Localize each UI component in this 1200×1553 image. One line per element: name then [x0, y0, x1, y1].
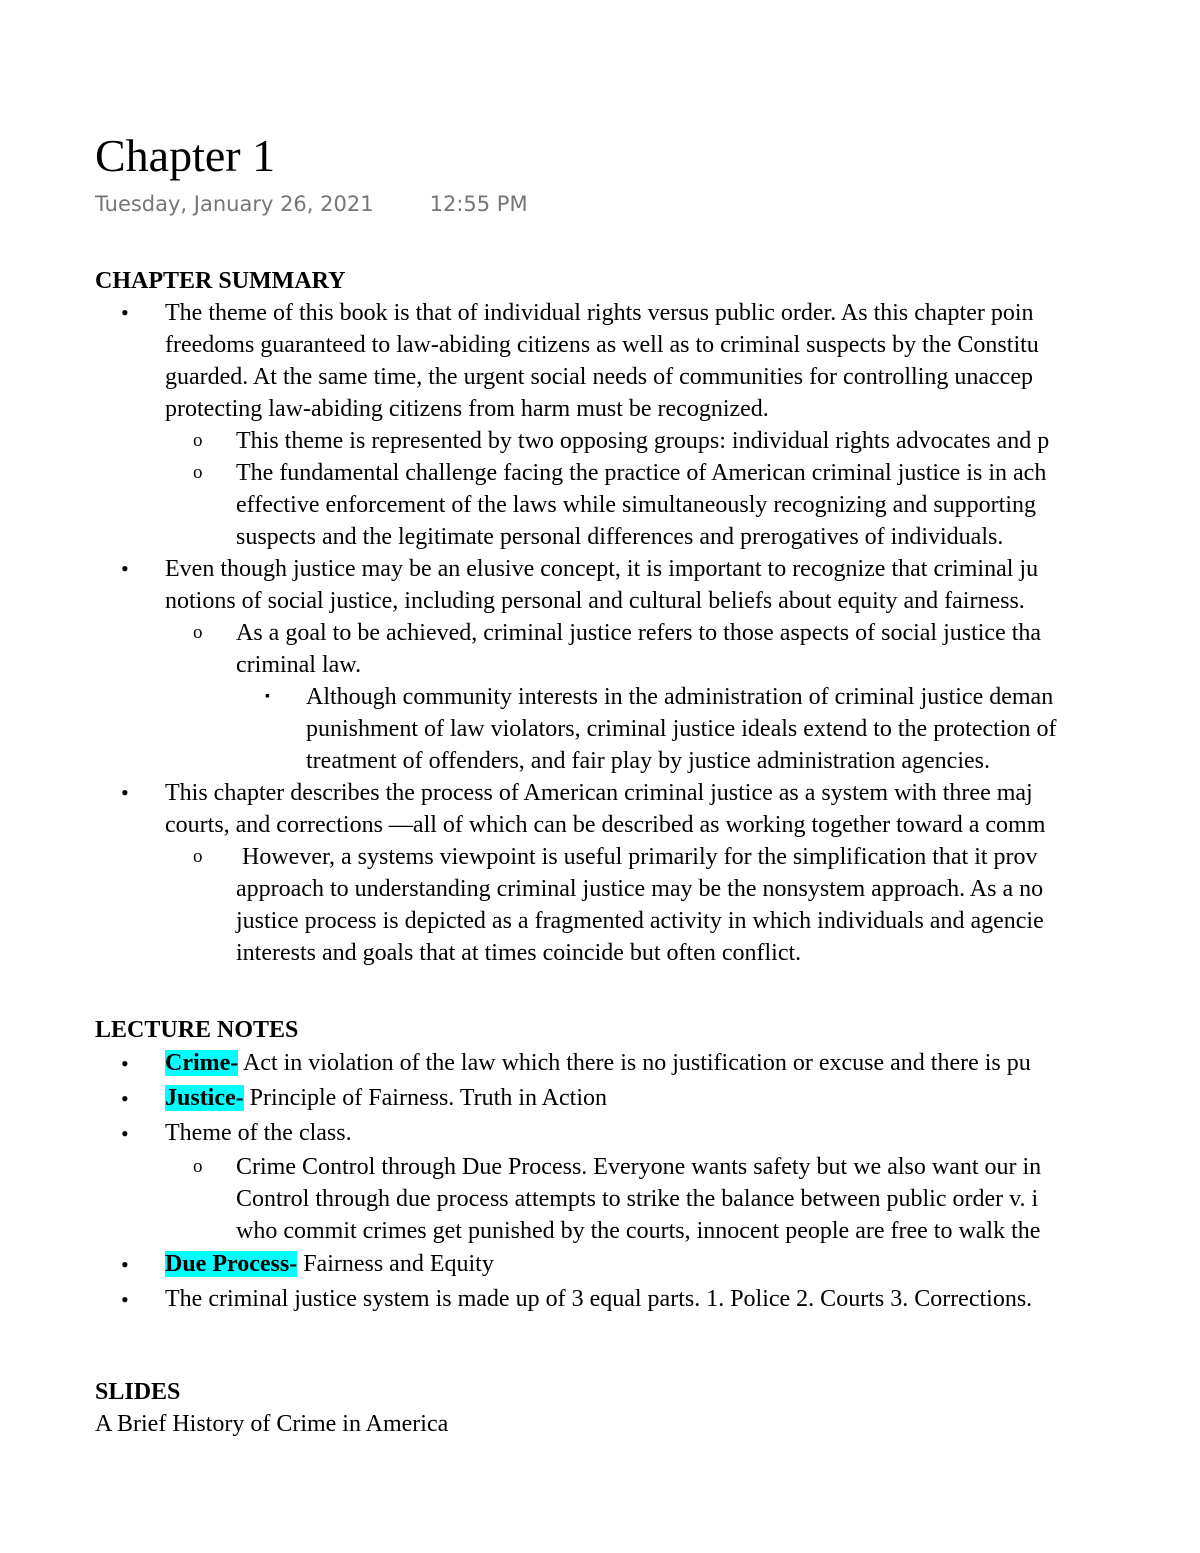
sub-list-item-continuation: criminal law.	[236, 652, 362, 678]
sub-list-item-continuation: interests and goals that at times coincide but often conflict.	[236, 940, 802, 966]
sub-list-item: o Crime Control through Due Process. Everyone wants safety but we also want our in	[95, 1151, 1200, 1183]
bullet-icon: •	[121, 780, 129, 805]
bullet-icon: •	[121, 1287, 129, 1312]
circle-bullet-icon: o	[193, 622, 203, 643]
page-timestamp	[95, 192, 1200, 216]
sub-sub-list-item-continuation: treatment of offenders, and fair play by justice administration agencies.	[306, 748, 990, 774]
sub-list-item-continuation: justice process is depicted as a fragmented activity in which individuals and agencie	[236, 908, 1044, 934]
sub-sub-list-item: ▪ Although community interests in the administration of criminal justice deman	[95, 681, 1200, 713]
sub-list-item-continuation: approach to understanding criminal justice may be the nonsystem approach. As a no	[236, 876, 1044, 902]
sub-list-item: o This theme is represented by two opposing groups: individual rights advocates and p	[95, 425, 1200, 457]
term-due-process: Due Process-	[165, 1251, 298, 1277]
list-item-continuation: freedoms guaranteed to law-abiding citizens as well as to criminal suspects by the Constitu	[165, 332, 1039, 358]
bullet-icon: •	[121, 556, 129, 581]
list-item: • The theme of this book is that of individual rights versus public order. As this chapter poin	[95, 297, 1200, 329]
note-page	[95, 128, 1200, 1440]
page-date: Tuesday, January 26, 2021	[95, 192, 374, 216]
circle-bullet-icon: o	[193, 430, 203, 451]
list-item: • Theme of the class.	[95, 1116, 1200, 1151]
page-title: Chapter 1	[95, 130, 276, 181]
list-item-continuation: notions of social justice, including personal and cultural beliefs about equity and fairness.	[165, 588, 1025, 614]
list-item: • This chapter describes the process of American criminal justice as a system with three maj	[95, 777, 1200, 809]
term-crime: Crime-	[165, 1050, 239, 1076]
list-item: • Due Process- Fairness and Equity	[95, 1247, 1200, 1282]
sub-list-item-continuation: effective enforcement of the laws while simultaneously recognizing and supporting	[236, 492, 1036, 518]
slides-text: A Brief History of Crime in America	[95, 1411, 449, 1437]
list-item-continuation: protecting law-abiding citizens from harm must be recognized.	[165, 396, 769, 422]
lecture-notes-heading: LECTURE NOTES	[95, 1017, 299, 1043]
circle-bullet-icon: o	[193, 846, 203, 867]
list-item-continuation: courts, and corrections —all of which can be described as working together toward a comm	[165, 812, 1046, 838]
list-item: • Justice- Principle of Fairness. Truth in Action	[95, 1081, 1200, 1116]
bullet-icon: •	[121, 1252, 129, 1277]
list-item: • Even though justice may be an elusive concept, it is important to recognize that criminal ju	[95, 553, 1200, 585]
square-bullet-icon: ▪	[265, 689, 270, 704]
sub-list-item-continuation: Control through due process attempts to strike the balance between public order v. i	[236, 1186, 1039, 1212]
list-item: • Crime- Act in violation of the law which there is no justification or excuse and there is pu	[95, 1046, 1200, 1081]
term-justice: Justice-	[165, 1085, 244, 1111]
slides-heading: SLIDES	[95, 1379, 181, 1405]
sub-list-item: o As a goal to be achieved, criminal justice refers to those aspects of social justice tha	[95, 617, 1200, 649]
sub-list-item: o However, a systems viewpoint is useful primarily for the simplification that it prov	[95, 841, 1200, 873]
circle-bullet-icon: o	[193, 1156, 203, 1177]
sub-sub-list-item-continuation: punishment of law violators, criminal justice ideals extend to the protection of	[306, 716, 1057, 742]
sub-list-item-continuation: suspects and the legitimate personal differences and prerogatives of individuals.	[236, 524, 1004, 550]
sub-list-item-continuation: who commit crimes get punished by the courts, innocent people are free to walk the	[236, 1218, 1041, 1244]
list-item-continuation: guarded. At the same time, the urgent social needs of communities for controlling unaccep	[165, 364, 1033, 390]
bullet-icon: •	[121, 1121, 129, 1146]
bullet-icon: •	[121, 1086, 129, 1111]
bullet-icon: •	[121, 300, 129, 325]
page-time: 12:55 PM	[429, 192, 528, 216]
bullet-icon: •	[121, 1051, 129, 1076]
sub-list-item: o The fundamental challenge facing the practice of American criminal justice is in ach	[95, 457, 1200, 489]
list-item: • The criminal justice system is made up of 3 equal parts. 1. Police 2. Courts 3. Corrections.	[95, 1282, 1200, 1317]
circle-bullet-icon: o	[193, 462, 203, 483]
chapter-summary-heading: CHAPTER SUMMARY	[95, 268, 346, 294]
